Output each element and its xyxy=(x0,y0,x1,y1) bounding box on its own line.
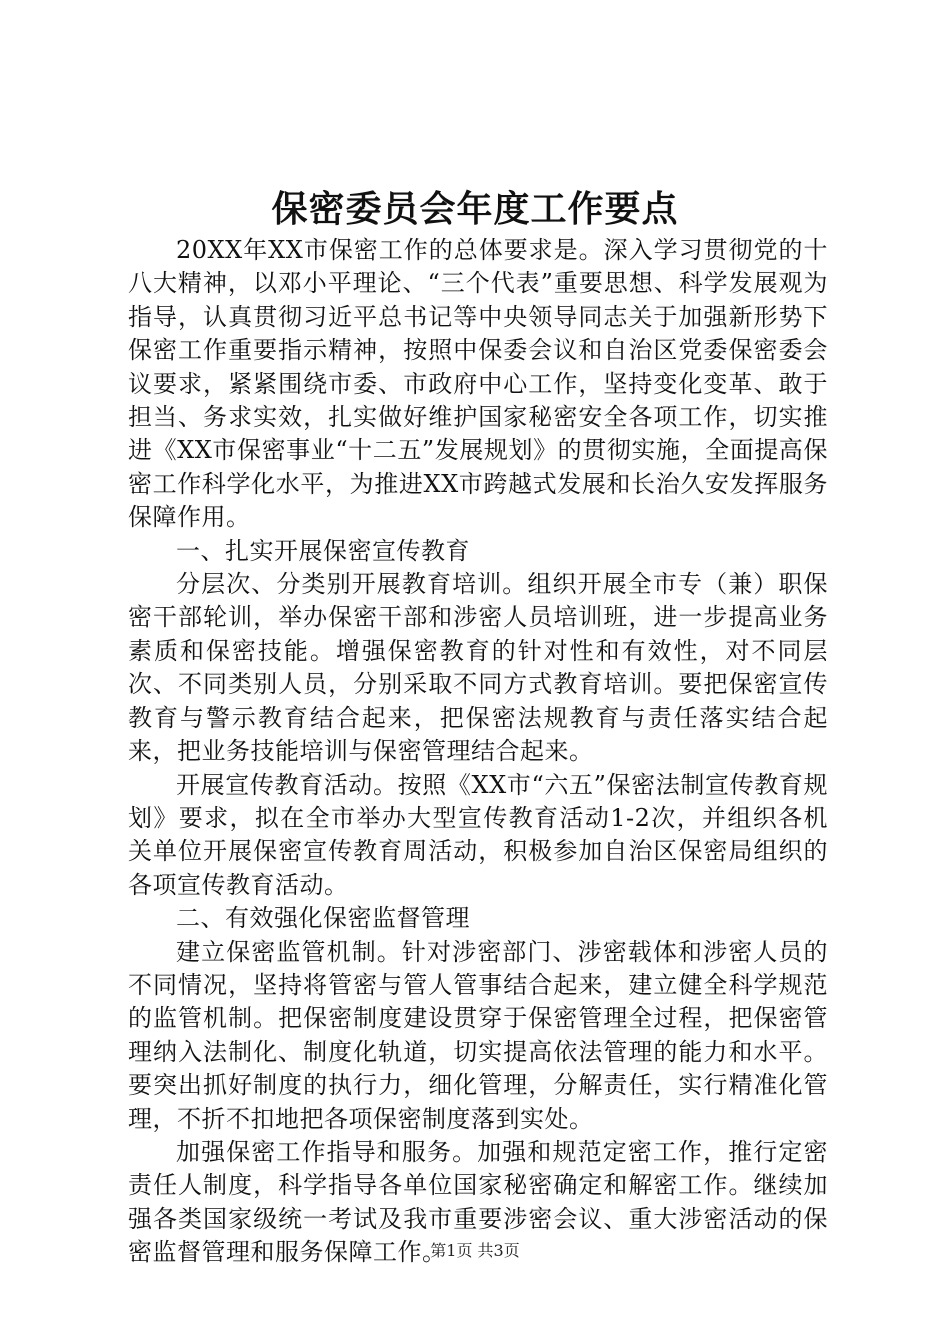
section-heading-1: 一、扎实开展保密宣传教育 xyxy=(176,536,470,565)
paragraph-activities: 开展宣传教育活动。按照《XX市“六五”保密法制宣传教育规划》要求，拟在全市举办大型宣传教育活动1-2次，并组织各机关单位开展保密宣传教育周活动，积极参加自治区保密局组织的各项宣传教育活动。 xyxy=(128,770,828,899)
paragraph-guidance: 加强保密工作指导和服务。加强和规范定密工作，推行定密责任人制度，科学指导各单位国家秘密确定和解密工作。继续加强各类国家级统一考试及我市重要涉密会议、重大涉密活动的保密监督管理和服务保障工作。 xyxy=(128,1137,828,1267)
intro-paragraph: 20XX年XX市保密工作的总体要求是。深入学习贯彻党的十八大精神，以邓小平理论、“三个代表”重要思想、科学发展观为指导，认真贯彻习近平总书记等中央领导同志关于加强新形势下保密工作重要指示精神，按照中保委会议和自治区党委保密委会议要求，紧紧围绕市委、市政府中心工作，坚持变化变革、敢于担当、务求实效，扎实做好维护国家秘密安全各项工作，切实推进《XX市保密事业“十二五”发展规划》的贯彻实施，全面提高保密工作科学化水平，为推进XX市跨越式发展和长治久安发挥服务保障作用。 xyxy=(128,236,828,532)
document-body xyxy=(128,234,828,1270)
paragraph-training: 分层次、分类别开展教育培训。组织开展全市专（兼）职保密干部轮训，举办保密干部和涉密人员培训班，进一步提高业务素质和保密技能。增强保密教育的针对性和有效性，对不同层次、不同类别人员，分别采取不同方式教育培训。要把保密宣传教育与警示教育结合起来，把保密法规教育与责任落实结合起来，把业务技能培训与保密管理结合起来。 xyxy=(128,570,828,766)
section-heading-2: 二、有效强化保密监督管理 xyxy=(176,904,470,933)
document-title: 保密委员会年度工作要点 xyxy=(271,188,679,230)
paragraph-supervision: 建立保密监管机制。针对涉密部门、涉密载体和涉密人员的不同情况，坚持将管密与管人管事结合起来，建立健全科学规范的监管机制。把保密制度建设贯穿于保密管理全过程，把保密管理纳入法制化、制度化轨道，切实提高依法管理的能力和水平。要突出抓好制度的执行力，细化管理，分解责任，实行精准化管理，不折不扣地把各项保密制度落到实处。 xyxy=(128,937,828,1133)
page-number-footer: 第1页 共3页 xyxy=(430,1241,520,1260)
